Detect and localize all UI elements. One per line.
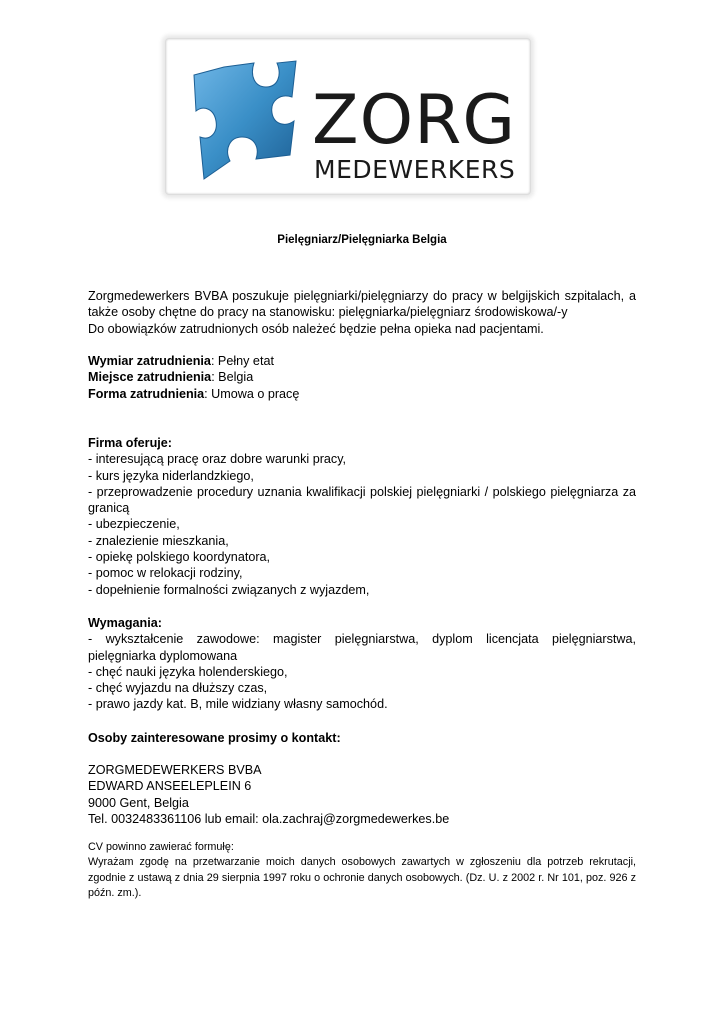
list-item: - ubezpieczenie, — [88, 517, 180, 532]
list-item: - wykształcenie zawodowe: magister pielęgniarstwa, dyplom licencjata pielęgniarstwa, pielęgniarka dyplomowana — [88, 632, 636, 663]
logo-wordmark-zorg: ZORG — [312, 81, 517, 160]
detail-row — [88, 353, 636, 369]
contact-section — [88, 762, 636, 827]
contact-heading-block — [88, 730, 636, 746]
contact-heading: Osoby zainteresowane prosimy o kontakt: — [88, 731, 341, 745]
detail-label: Miejsce zatrudnienia — [88, 370, 212, 385]
list-item: - pomoc w relokacji rodziny, — [88, 566, 243, 581]
page-title: Pielęgniarz/Pielęgniarka Belgia — [277, 234, 447, 246]
detail-value: : Belgia — [211, 370, 254, 385]
puzzle-piece-icon — [184, 57, 304, 187]
offer-heading: Firma oferuje: — [88, 436, 172, 450]
cv-consent-text: Wyrażam zgodę na przetwarzanie moich danych osobowych zawartych w zgłoszeniu dla potrzeb rekrutacji, zgodnie z ustawą z dnia 29 sierpnia 1997 roku o ochronie danych osobowych. (Dz. U. z 2002 r. Nr 101, poz. 926 z późn. zm.). — [88, 856, 636, 900]
contact-street: EDWARD ANSEELEPLEIN 6 — [88, 779, 252, 794]
requirements-heading: Wymagania: — [88, 616, 162, 630]
contact-city: 9000 Gent, Belgia — [88, 795, 189, 810]
detail-value: : Umowa o pracę — [204, 386, 300, 401]
job-details — [88, 353, 636, 402]
detail-label: Wymiar zatrudnienia — [88, 354, 211, 368]
requirements-section — [88, 615, 636, 713]
company-logo — [165, 38, 531, 195]
list-item: - chęć nauki języka holenderskiego, — [88, 664, 288, 679]
list-item: - przeprowadzenie procedury uznania kwalifikacji polskiej pielęgniarki / polskiego pielęgniarza za granicą — [88, 484, 636, 516]
detail-label: Forma zatrudnienia — [88, 386, 205, 401]
detail-row — [88, 369, 636, 385]
list-item: - kurs języka niderlandzkiego, — [88, 468, 254, 483]
contact-company: ZORGMEDEWERKERS BVBA — [88, 763, 262, 777]
list-item: - chęć wyjazdu na dłuższy czas, — [88, 681, 268, 696]
contact-phone-email: Tel. 0032483361106 lub email: ola.zachraj@zorgmedewerkes.be — [88, 811, 450, 826]
logo-wordmark-medewerkers: MEDEWERKERS — [314, 155, 516, 184]
detail-row — [88, 386, 636, 402]
intro-duties: Do obowiązków zatrudnionych osób należeć będzie pełna opieka nad pacjentami. — [88, 321, 544, 336]
list-item: - opiekę polskiego koordynatora, — [88, 550, 271, 565]
intro-paragraph: Zorgmedewerkers BVBA poszukuje pielęgniarki/pielęgniarzy do pracy w belgijskich szpitalach, a także osoby chętne do pracy na stanowisku: pielęgniarka/pielęgniarz środowiskowa/-y — [88, 289, 636, 320]
list-item: - dopełnienie formalności związanych z wyjazdem, — [88, 582, 370, 597]
intro-section — [88, 288, 636, 337]
cv-intro: CV powinno zawierać formułę: — [88, 841, 234, 853]
list-item: - interesującą pracę oraz dobre warunki pracy, — [88, 452, 347, 467]
offer-section — [88, 435, 636, 598]
list-item: - znalezienie mieszkania, — [88, 533, 229, 548]
list-item: - prawo jazdy kat. B, mile widziany własny samochód. — [88, 697, 388, 712]
cv-clause — [88, 840, 636, 902]
detail-value: : Pełny etat — [210, 354, 274, 368]
